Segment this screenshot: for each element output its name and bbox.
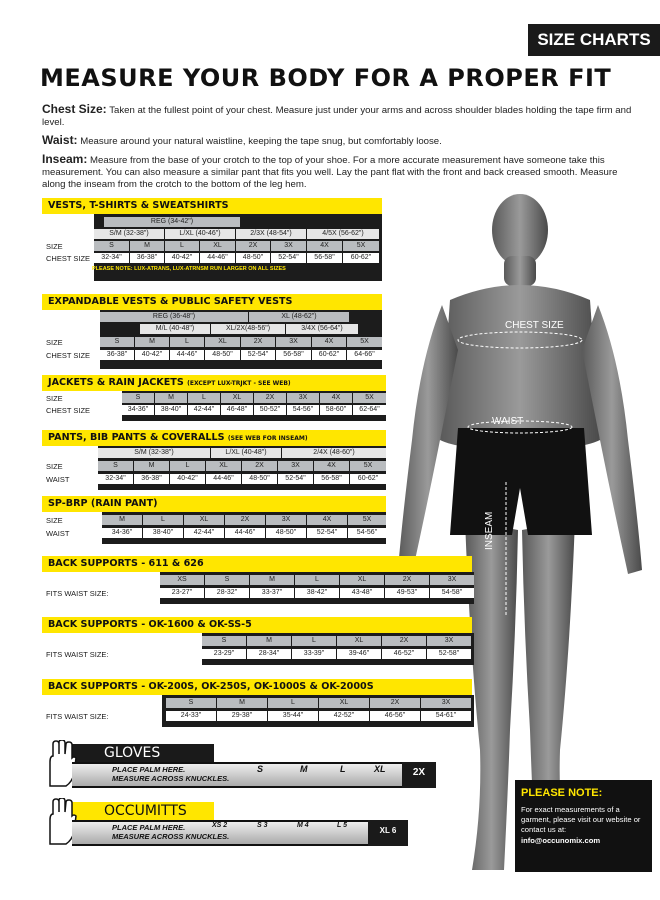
value-cell: 52-54"	[271, 253, 306, 263]
size-cell: L	[268, 698, 318, 708]
value-cell: 48-50"	[242, 474, 277, 484]
waist-definition	[42, 133, 632, 148]
group-cell: L/XL (40-48")	[211, 448, 281, 458]
size-cell: XS	[160, 575, 204, 585]
size-cell: M	[247, 636, 291, 646]
size-cell: M	[102, 515, 142, 525]
value-cell: 34-36"	[102, 528, 142, 538]
value-cell: 42-44"	[188, 405, 220, 415]
size-mark: XS 2	[212, 822, 228, 829]
group-cell: M/L (40-48")	[140, 324, 210, 334]
size-cell: 2X	[236, 241, 270, 251]
chart-title	[42, 294, 382, 310]
value-cell: 60-62"	[343, 253, 379, 263]
row-label: FITS WAIST SIZE:	[46, 650, 109, 659]
chart-title-text: BACK SUPPORTS - 611 & 626	[48, 558, 204, 569]
group-cell: 3/4X (56-64")	[286, 324, 358, 334]
chart-title-text: VESTS, T-SHIRTS & SWEATSHIRTS	[48, 200, 229, 211]
group-row	[42, 217, 382, 228]
value-cell: 35-44"	[268, 711, 318, 721]
size-cell: XL	[206, 461, 241, 471]
value-cell: 36-38"	[134, 474, 169, 484]
size-cell: 2X	[242, 461, 277, 471]
value-cell: 56-58"	[307, 253, 342, 263]
size-row	[42, 698, 474, 709]
chart-title	[42, 430, 386, 446]
gloves-ruler	[72, 762, 436, 788]
chart-title	[42, 679, 472, 695]
size-cell: 5X	[343, 241, 379, 251]
value-row	[42, 405, 386, 416]
value-cell: 33-39"	[292, 649, 336, 659]
value-cell: 28-34"	[247, 649, 291, 659]
size-cell: 2X	[370, 698, 420, 708]
occumitts-ruler-section	[42, 802, 408, 846]
chart-title-text: JACKETS & RAIN JACKETS	[48, 377, 184, 388]
chart-title-text: BACK SUPPORTS - OK-1600 & OK-SS-5	[48, 619, 252, 630]
size-cell: 5X	[350, 461, 386, 471]
chart-title-text: EXPANDABLE VESTS & PUBLIC SAFETY VESTS	[48, 296, 293, 307]
group-cell: S/M (32-38")	[98, 448, 210, 458]
chart-title-text: PANTS, BIB PANTS & COVERALLS	[48, 432, 225, 443]
chart-back-supports-ok1600	[42, 617, 474, 665]
size-cell: 2X	[241, 337, 275, 347]
value-row	[42, 528, 386, 539]
chart-back-supports-611	[42, 556, 474, 604]
chart-title	[42, 198, 382, 214]
row-label: CHEST SIZE	[46, 254, 91, 263]
value-cell: 48-50"	[205, 350, 240, 360]
chart-note: PLEASE NOTE: LUX-ATRANS, LUX-ATRNSM RUN LARGER ON ALL SIZES	[92, 266, 286, 272]
chart-jackets	[42, 375, 386, 421]
value-row	[42, 253, 382, 264]
value-row	[42, 474, 386, 485]
size-cell: XL	[319, 698, 369, 708]
size-cell: L	[188, 393, 220, 403]
shorts	[450, 428, 592, 535]
occumitts-title: OCCUMITTS	[72, 802, 214, 820]
size-cell: S	[98, 461, 133, 471]
row-label: WAIST	[46, 529, 70, 538]
chart-rows	[42, 633, 474, 665]
size-mark: M	[300, 764, 308, 774]
value-cell: 58-60"	[320, 405, 352, 415]
size-cell: XL	[337, 636, 381, 646]
size-cell: 4X	[307, 241, 342, 251]
value-cell: 46-56"	[370, 711, 420, 721]
group-cell: L/XL (40-46")	[165, 229, 235, 239]
size-cell: XL	[205, 337, 240, 347]
size-cell: XL	[221, 393, 253, 403]
value-cell: 43-48"	[340, 588, 384, 598]
size-cell: XL	[200, 241, 235, 251]
size-mark: XL	[374, 764, 386, 774]
chart-title	[42, 556, 472, 572]
chart-rows	[42, 214, 382, 281]
value-cell: 38-42"	[295, 588, 339, 598]
value-cell: 32-34"	[94, 253, 129, 263]
page-title: MEASURE YOUR BODY FOR A PROPER FIT	[40, 64, 612, 92]
size-cell: M	[134, 461, 169, 471]
value-cell: 48-50"	[266, 528, 306, 538]
size-cell: S	[166, 698, 216, 708]
size-mark: S	[257, 764, 264, 774]
group-cell: XL (48-62")	[249, 312, 349, 322]
size-cell: L	[165, 241, 199, 251]
chart-rows	[42, 446, 386, 490]
waist-text: Measure around your natural waistline, keeping the tape snug, but comfortably loose.	[80, 135, 442, 147]
size-row	[42, 241, 382, 252]
group-row	[42, 448, 386, 459]
group-row	[42, 312, 382, 323]
chart-rows	[42, 512, 386, 544]
group-cell: 2/4X (48-60")	[282, 448, 386, 458]
chart-title-text: BACK SUPPORTS - OK-200S, OK-250S, OK-1000S & OK-2000S	[48, 681, 374, 692]
row-label: WAIST	[46, 475, 70, 484]
size-cell: XL	[340, 575, 384, 585]
value-cell: 52-58"	[427, 649, 471, 659]
size-cell: S	[122, 393, 154, 403]
size-cell: XL	[184, 515, 224, 525]
size-cell: 2X	[254, 393, 286, 403]
chart-rows	[42, 572, 474, 604]
chest-text: Taken at the fullest point of your chest. Measure just under your arms and across shoulder blades holding the tape firm and level.	[42, 105, 632, 128]
value-cell: 38-40"	[155, 405, 187, 415]
inseam-text: Measure from the base of your crotch to the top of your shoe. For a more accurate measurement have someone take this measurement. You can also measure a similar pant that fits you well. Lay the pant flat with the front and back creased smooth. Measure along the inseam from the crotch to the bottom of the leg hem.	[42, 154, 618, 190]
size-cell: 3X	[278, 461, 313, 471]
value-cell: 48-50"	[236, 253, 270, 263]
value-cell: 39-46"	[337, 649, 381, 659]
value-cell: 56-58"	[276, 350, 311, 360]
value-cell: 62-64"	[353, 405, 386, 415]
value-cell: 23-29"	[202, 649, 246, 659]
size-row	[42, 515, 386, 526]
row-label: SIZE	[46, 242, 63, 251]
value-row	[42, 350, 382, 361]
row-label: SIZE	[46, 516, 63, 525]
waist-term: Waist:	[42, 132, 78, 147]
measurement-definitions	[42, 102, 632, 195]
waist-label: WAIST	[492, 416, 524, 427]
value-cell: 50-52"	[254, 405, 286, 415]
inseam-definition	[42, 152, 632, 191]
value-cell: 44-46"	[170, 350, 204, 360]
instruction-line-2: MEASURE ACROSS KNUCKLES.	[112, 832, 230, 841]
value-cell: 42-52"	[319, 711, 369, 721]
chart-title	[42, 375, 386, 391]
size-cell: 3X	[266, 515, 306, 525]
size-cell: 3X	[421, 698, 471, 708]
row-label: FITS WAIST SIZE:	[46, 589, 109, 598]
value-cell: 44-46"	[200, 253, 235, 263]
chart-pants	[42, 430, 386, 490]
group-cell: 2/3X (48-54")	[236, 229, 306, 239]
please-note-text: For exact measurements of a garment, please visit our website or contact us at:	[521, 804, 641, 835]
instruction-line-1: PLACE PALM HERE.	[112, 823, 186, 832]
size-cell: 4X	[312, 337, 346, 347]
value-cell: 52-54"	[241, 350, 275, 360]
value-cell: 44-46"	[225, 528, 265, 538]
size-cell: 2X	[225, 515, 265, 525]
size-cell: 4X	[314, 461, 349, 471]
size-cell: 4X	[307, 515, 347, 525]
instruction-line-1: PLACE PALM HERE.	[112, 765, 186, 774]
value-cell: 60-62"	[350, 474, 386, 484]
value-cell: 34-36"	[122, 405, 154, 415]
contact-email[interactable]: info@occunomix.com	[521, 835, 601, 845]
size-cell: 2X	[382, 636, 426, 646]
value-cell: 60-62"	[312, 350, 346, 360]
size-cell: S	[202, 636, 246, 646]
value-cell: 24-33"	[166, 711, 216, 721]
value-cell: 54-61"	[421, 711, 471, 721]
chart-title-note: (SEE WEB FOR INSEAM)	[227, 435, 308, 442]
instruction-line-2: MEASURE ACROSS KNUCKLES.	[112, 774, 230, 783]
value-cell: 56-58"	[314, 474, 349, 484]
group-row	[42, 229, 382, 240]
ruler-instructions	[112, 765, 229, 783]
value-cell: 36-38"	[100, 350, 134, 360]
chart-rows	[42, 310, 382, 369]
size-cell: M	[135, 337, 169, 347]
row-label: FITS WAIST SIZE:	[46, 712, 109, 721]
chart-rows	[42, 391, 386, 421]
chart-title-note: (EXCEPT LUX-TRJKT - SEE WEB)	[187, 380, 291, 387]
group-cell: XL/2X(48-56")	[211, 324, 285, 334]
chart-rows	[42, 695, 474, 727]
chart-title	[42, 617, 472, 633]
group-cell: REG (36-48")	[100, 312, 248, 322]
inseam-term: Inseam:	[42, 151, 88, 166]
value-cell: 29-38"	[217, 711, 267, 721]
value-cell: 64-66"	[347, 350, 382, 360]
size-cell: L	[170, 337, 204, 347]
row-label: CHEST SIZE	[46, 351, 91, 360]
chart-expandable-vests	[42, 294, 382, 369]
group-cell: 4/5X (56-62")	[307, 229, 379, 239]
size-cell: S	[100, 337, 134, 347]
please-note-title: PLEASE NOTE:	[521, 787, 603, 799]
value-cell: 49-53"	[385, 588, 429, 598]
gloves-title: GLOVES	[72, 744, 214, 762]
value-cell: 54-56"	[348, 528, 386, 538]
occumitts-ruler	[72, 820, 408, 846]
size-mark: L	[340, 764, 346, 774]
size-mark-end: XL 6	[368, 820, 408, 846]
size-cell: 3X	[287, 393, 319, 403]
value-cell: 46-48"	[221, 405, 253, 415]
size-mark: L 5	[337, 822, 347, 829]
size-cell: 3X	[276, 337, 311, 347]
size-cell: L	[292, 636, 336, 646]
value-cell: 46-52"	[382, 649, 426, 659]
value-cell: 54-56"	[287, 405, 319, 415]
chart-title-text: SP-BRP (RAIN PANT)	[48, 498, 158, 509]
size-cell: S	[205, 575, 249, 585]
row-label: SIZE	[46, 462, 63, 471]
value-row	[42, 649, 474, 660]
size-cell: L	[170, 461, 205, 471]
chart-back-supports-ok200s	[42, 679, 474, 727]
chest-size-label: CHEST SIZE	[505, 320, 564, 331]
value-cell: 44-46"	[206, 474, 241, 484]
row-label: CHEST SIZE	[46, 406, 91, 415]
value-cell: 38-40"	[143, 528, 183, 538]
size-cell: 4X	[320, 393, 352, 403]
size-row	[42, 575, 474, 586]
size-mark: M 4	[297, 822, 309, 829]
row-label: SIZE	[46, 338, 63, 347]
inseam-label: INSEAM	[484, 511, 495, 550]
size-cell: L	[143, 515, 183, 525]
size-cell: M	[130, 241, 164, 251]
size-cell: L	[295, 575, 339, 585]
value-row	[42, 588, 474, 599]
value-cell: 23-27"	[160, 588, 204, 598]
value-cell: 54-58"	[430, 588, 474, 598]
value-cell: 36-38"	[130, 253, 164, 263]
group-cell: S/M (32-38")	[94, 229, 164, 239]
group-row	[42, 324, 382, 335]
size-mark-end: 2X	[402, 762, 436, 788]
size-row	[42, 393, 386, 404]
size-cell: 3X	[430, 575, 474, 585]
value-cell: 52-54"	[278, 474, 313, 484]
value-cell: 40-42"	[170, 474, 205, 484]
value-cell: 52-54"	[307, 528, 347, 538]
size-cell: 5X	[353, 393, 386, 403]
size-cell: 3X	[271, 241, 306, 251]
size-cell: 3X	[427, 636, 471, 646]
size-row	[42, 337, 382, 348]
size-cell: M	[155, 393, 187, 403]
size-row	[42, 636, 474, 647]
size-row	[42, 461, 386, 472]
note-row	[42, 264, 382, 274]
size-cell: S	[94, 241, 129, 251]
chest-term: Chest Size:	[42, 102, 107, 116]
chart-title	[42, 496, 386, 512]
group-cell: REG (34-42")	[104, 217, 240, 227]
gloves-ruler-section	[42, 744, 436, 788]
value-cell: 32-34"	[98, 474, 133, 484]
value-cell: 28-32"	[205, 588, 249, 598]
row-label: SIZE	[46, 394, 63, 403]
chart-rain-pant	[42, 496, 386, 544]
size-charts-tag: SIZE CHARTS	[528, 24, 660, 56]
size-cell: M	[217, 698, 267, 708]
size-mark: S 3	[257, 822, 268, 829]
value-cell: 42-44"	[184, 528, 224, 538]
value-cell: 33-37"	[250, 588, 294, 598]
size-cell: 5X	[348, 515, 386, 525]
please-note-box	[515, 780, 652, 872]
chest-definition	[42, 102, 632, 129]
size-cell: 5X	[347, 337, 382, 347]
value-cell: 40-42"	[165, 253, 199, 263]
chart-vests	[42, 198, 382, 281]
value-cell: 40-42"	[135, 350, 169, 360]
size-cell: M	[250, 575, 294, 585]
value-row	[42, 711, 474, 722]
size-cell: 2X	[385, 575, 429, 585]
